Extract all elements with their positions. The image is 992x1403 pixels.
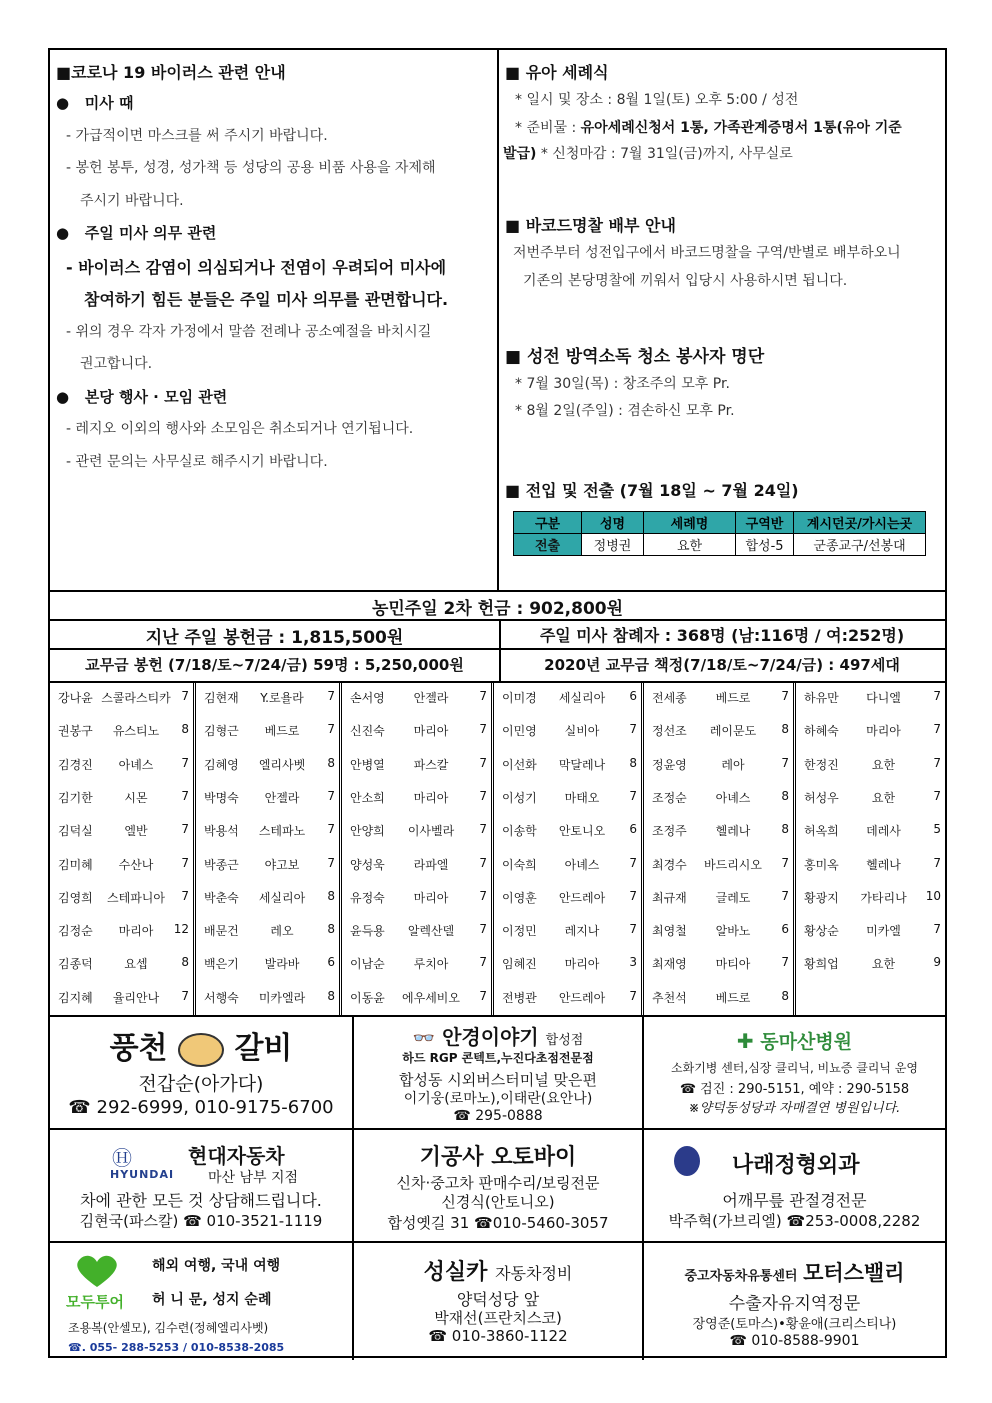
donor-baptismal-name: 라파엘: [413, 857, 449, 872]
ad-phone: ☎ 010-3860-1122: [428, 1327, 568, 1345]
donor-name: 손서영: [350, 691, 385, 705]
ad-motors-valley: [644, 1243, 945, 1360]
ad-pungcheon-galbi: [50, 1017, 354, 1130]
donor-count: 7: [933, 755, 941, 770]
donor-baptismal-name: 다니엘: [866, 691, 901, 705]
baptism-line: 발급) * 신청마감 : 7월 31일(금)까지, 사무실로: [503, 146, 793, 162]
donor-column: [796, 683, 945, 1017]
donor-baptismal-name: 엘반: [124, 824, 148, 839]
donor-name: 김미혜: [58, 857, 93, 872]
ad-line: 차에 관한 모든 것 상담해드립니다.: [80, 1191, 322, 1210]
ad-line: 수출자유지역정문: [728, 1294, 861, 1314]
donor-name: 홍미옥: [804, 857, 839, 872]
donor-name: 허옥희: [804, 824, 839, 839]
donor-name: 안양희: [350, 824, 385, 839]
transfer-cell: 정병권: [582, 534, 644, 556]
event-line: - 레지오 이외의 행사와 소모임은 취소되거나 연기됩니다.: [66, 421, 414, 437]
donor-count: 7: [781, 888, 789, 903]
donor-baptismal-name: 유스티노: [112, 724, 160, 739]
donor-count: 8: [327, 755, 335, 770]
transfer-table: [513, 511, 926, 556]
ad-phone: ☎. 055- 288-5253 / 010-8538-2085: [68, 1341, 285, 1354]
donor-baptismal-name: 스테파니아: [107, 890, 165, 905]
donor-baptismal-name: 알렉산델: [407, 924, 455, 939]
chef-icon: [178, 1033, 224, 1067]
donor-baptismal-name: 가타리나: [860, 890, 907, 905]
transfer-header: 세례명: [644, 512, 736, 534]
donor-baptismal-name: 글레도: [715, 890, 751, 905]
donor-column: [342, 683, 494, 1017]
donor-name: 백은기: [204, 957, 239, 972]
donor-count: 7: [629, 922, 637, 937]
donor-baptismal-name: 막달레나: [558, 757, 606, 772]
ad-narae-orthopedics: [644, 1130, 945, 1243]
donor-name: 박춘숙: [204, 890, 239, 905]
donor-name: 김종덕: [58, 957, 93, 972]
donor-baptismal-name: 야고보: [264, 857, 300, 872]
donor-count: 7: [933, 788, 941, 803]
baptism-line: * 일시 및 장소 : 8월 1일(토) 오후 5:00 / 성전: [515, 92, 799, 108]
donor-count: 7: [479, 922, 487, 937]
donor-baptismal-name: 알바노: [715, 924, 751, 939]
donor-name: 양성욱: [350, 857, 385, 872]
donor-count: 8: [781, 988, 789, 1003]
donor-name: 추천석: [652, 990, 687, 1005]
baptism-title: ■ 유아 세례식: [505, 63, 609, 82]
donor-baptismal-name: 엘리사벳: [258, 757, 306, 772]
donor-baptismal-name: 루치아: [413, 957, 449, 972]
donor-baptismal-name: 안토니오: [558, 824, 606, 839]
donor-baptismal-name: 마티아: [715, 957, 751, 972]
advertisements: [50, 1015, 945, 1358]
donor-count: 7: [181, 888, 189, 903]
ad-title: 나래정형외과: [732, 1153, 860, 1178]
donor-name: 김지혜: [58, 990, 93, 1005]
donor-baptismal-name: 시몬: [124, 790, 148, 805]
glasses-icon: 👓: [412, 1028, 436, 1049]
donor-name: 김현재: [204, 691, 239, 705]
donor-name: 하혜숙: [804, 724, 839, 739]
donor-name: 박종근: [204, 857, 239, 872]
donor-baptismal-name: 마리아: [866, 724, 901, 739]
donor-baptismal-name: 바드리시오: [704, 857, 762, 872]
donor-baptismal-name: 베드로: [715, 990, 751, 1005]
donor-count: 5: [933, 822, 941, 837]
transfer-header: 구분: [514, 512, 582, 534]
donor-name: 최규재: [652, 890, 687, 905]
donor-name: 안병열: [350, 757, 385, 772]
donor-baptismal-name: 마리아: [413, 724, 449, 739]
ad-phone: ☎ 010-8588-9901: [729, 1333, 860, 1349]
donor-baptismal-name: 요한: [871, 757, 896, 772]
donor-baptismal-name: 안젤라: [264, 790, 300, 805]
donor-baptismal-name: 레오: [270, 924, 294, 939]
donor-baptismal-name: 실비아: [564, 724, 600, 739]
donor-count: 7: [629, 855, 637, 870]
donor-count: 7: [181, 755, 189, 770]
donor-name: 이숙희: [502, 857, 537, 872]
donor-count: 7: [781, 755, 789, 770]
donor-count: 8: [629, 755, 637, 770]
ad-line: 어깨무릎 관절경전문: [722, 1191, 867, 1210]
donor-name: 최영철: [652, 924, 687, 939]
donor-baptismal-name: 레지나: [564, 924, 600, 939]
donor-count: 7: [181, 822, 189, 837]
donor-name: 이민영: [502, 724, 537, 739]
ad-hyundai: [50, 1130, 354, 1243]
cross-icon: ✚: [736, 1029, 754, 1053]
donor-count: 7: [479, 888, 487, 903]
duty-heading: ● 주일 미사 의무 관련: [56, 224, 217, 242]
donor-baptismal-name: 마태오: [564, 790, 600, 805]
donor-name: 이남순: [350, 957, 385, 972]
donor-baptismal-name: 율리안나: [112, 990, 160, 1005]
event-line: - 관련 문의는 사무실로 해주시기 바랍니다.: [66, 454, 328, 470]
divider: [50, 648, 945, 650]
donor-baptismal-name: Y.로욜라: [260, 691, 304, 705]
right-notices: [499, 50, 945, 590]
donor-count: 7: [479, 988, 487, 1003]
donor-baptismal-name: 요한: [871, 790, 896, 805]
ad-phone: 김현국(파스칼) ☎ 010-3521-1119: [79, 1212, 323, 1230]
donor-name: 이미경: [502, 691, 537, 705]
transfer-cell: 요한: [644, 534, 736, 556]
transfer-header: 계시던곳/가시는곳: [794, 512, 926, 534]
donor-name: 윤득용: [350, 924, 385, 939]
ad-dongmasan-hospital: [644, 1017, 945, 1130]
ad-line: 박재선(프란치스코): [434, 1309, 562, 1327]
donor-name: 조정순: [652, 790, 687, 805]
donor-count: 6: [629, 822, 637, 837]
donor-count: 9: [933, 955, 941, 970]
duty-fee-plan: 2020년 교무금 책정(7/18/토~7/24/금) : 497세대: [544, 656, 900, 674]
donor-baptismal-name: 파스칼: [413, 757, 449, 772]
ad-line: 장영준(토마스)•황윤애(크리스티나): [692, 1317, 897, 1332]
donor-column: [50, 683, 196, 1017]
ad-title: 중고자동차유통센터 모터스밸리: [684, 1261, 905, 1285]
donor-baptismal-name: 베드로: [264, 724, 300, 739]
donor-baptismal-name: 요한: [871, 957, 896, 972]
transfer-cell: 전출: [514, 534, 582, 556]
donor-count: 7: [327, 788, 335, 803]
ad-sungsil-car: [354, 1243, 644, 1360]
ad-line: 신차·중고차 판매수리/보링전문: [396, 1174, 600, 1192]
donor-count: 7: [181, 855, 189, 870]
donor-name: 배문건: [204, 924, 239, 939]
donor-count: 7: [327, 855, 335, 870]
donor-baptismal-name: 마리아: [118, 924, 154, 939]
donor-column: [644, 683, 796, 1017]
donor-count: 8: [781, 822, 789, 837]
transfer-title: ■ 전입 및 전출 (7월 18일 ~ 7월 24일): [505, 481, 799, 500]
donor-count: 3: [629, 955, 637, 970]
donor-name: 김기한: [58, 790, 93, 805]
donor-baptismal-name: 헬레나: [715, 824, 751, 839]
donor-count: 7: [933, 722, 941, 737]
donor-column: [494, 683, 644, 1017]
ad-line: 이기웅(로마노),이태란(요안나): [403, 1091, 593, 1107]
heart-logo-icon: [72, 1253, 122, 1289]
duty-line: 권고합니다.: [80, 356, 153, 372]
donor-name: 이영훈: [502, 890, 537, 905]
donor-name: 하유만: [804, 691, 839, 705]
ad-phone: 합성옛길 31 ☎010-5460-3057: [387, 1214, 609, 1232]
ad-phone: ☎ 검진 : 290-5151, 예약 : 290-5158: [679, 1082, 910, 1097]
ad-phone: ☎ 292-6999, 010-9175-6700: [68, 1097, 334, 1118]
donor-baptismal-name: 베드로: [715, 691, 751, 705]
donor-baptismal-name: 아녜스: [715, 790, 751, 805]
donor-name: 황희업: [804, 957, 839, 972]
donor-name: 김덕실: [58, 824, 93, 839]
donor-name: 권봉구: [58, 724, 93, 739]
barcode-line: 기존의 본당명찰에 끼워서 입당시 사용하시면 됩니다.: [523, 273, 848, 289]
donor-name: 전세종: [652, 691, 687, 705]
donor-name: 최재영: [652, 957, 687, 972]
donor-count: 7: [479, 822, 487, 837]
ad-motorcycle: [354, 1130, 644, 1243]
donor-count: 7: [781, 855, 789, 870]
donor-name: 김정순: [58, 924, 93, 939]
donor-baptismal-name: 스테파노: [258, 824, 306, 839]
donor-name: 신진숙: [350, 724, 385, 739]
transfer-cell: 군종교구/선봉대: [794, 534, 926, 556]
transfer-header: 성명: [582, 512, 644, 534]
donor-name: 조정주: [652, 824, 687, 839]
donor-name: 안소희: [350, 790, 385, 805]
duty-strong: - 바이러스 감염이 의심되거나 전염이 우려되어 미사에: [66, 258, 447, 277]
ad-line: 신경식(안토니오): [441, 1193, 555, 1211]
donor-count: 7: [933, 689, 941, 703]
cleaning-line: * 7월 30일(목) : 창조주의 모후 Pr.: [515, 376, 730, 392]
farmers-offering: 농민주일 2차 헌금 : 902,800원: [371, 599, 624, 619]
donor-count: 7: [181, 988, 189, 1003]
donor-count: 12: [173, 922, 189, 937]
donor-count: 6: [327, 955, 335, 970]
donor-count: 7: [629, 888, 637, 903]
ad-line: 조용복(안셀모), 김수련(정혜엘리사벳): [68, 1321, 269, 1335]
ad-line: 소화기병 센터,심장 클리닉, 비뇨증 클리닉 운영: [671, 1061, 918, 1075]
transfer-header-row: [514, 512, 926, 534]
corona-title: ■코로나 19 바이러스 관련 안내: [56, 63, 286, 82]
donor-column: [196, 683, 342, 1017]
donor-baptismal-name: 헬레나: [866, 857, 901, 872]
ad-title: 풍천 갈비: [109, 1031, 293, 1066]
donor-name: 이송학: [502, 824, 537, 839]
ad-line: 양덕성당 앞: [456, 1290, 540, 1309]
ad-line: 전갑순(아가다): [138, 1073, 264, 1095]
donor-name: 유정숙: [350, 890, 385, 905]
donor-name: 이정민: [502, 924, 537, 939]
donor-baptismal-name: 이사벨라: [407, 824, 455, 839]
ad-title: 현대자동차: [188, 1144, 285, 1168]
ad-phone: 박주혁(가브리엘) ☎253-0008,2282: [668, 1212, 921, 1230]
divider: [50, 619, 945, 621]
ad-line: ※양덕동성당과 자매결연 병원입니다.: [688, 1101, 901, 1116]
ad-line: 허 니 문, 성지 순례: [152, 1292, 272, 1308]
divider: [50, 590, 945, 592]
donor-baptismal-name: 미카엘라: [258, 990, 306, 1005]
donor-baptismal-name: 미카엘: [866, 924, 901, 939]
barcode-line: 저번주부터 성전입구에서 바코드명찰을 구역/반별로 배부하오니: [513, 245, 901, 261]
donor-baptismal-name: 데레사: [866, 824, 901, 839]
mass-line: 주시기 바랍니다.: [80, 193, 184, 209]
donor-name: 박명숙: [204, 790, 239, 805]
donor-count: 7: [629, 722, 637, 737]
cleaning-line: * 8월 2일(주일) : 겸손하신 모후 Pr.: [515, 403, 735, 419]
donor-count: 7: [629, 988, 637, 1003]
cleaning-title: ■ 성전 방역소독 청소 봉사자 명단: [505, 347, 765, 367]
donor-count: 7: [933, 922, 941, 937]
ad-phone: ☎ 295-0888: [453, 1108, 543, 1124]
donor-count: 6: [629, 689, 637, 703]
donor-count: 7: [933, 855, 941, 870]
donor-name: 김혜영: [204, 757, 239, 772]
ad-line: 하드 RGP 콘텍트,누진다초점전문점: [402, 1051, 594, 1065]
donor-baptismal-name: 에우세비오: [402, 990, 460, 1005]
corona-notice: [50, 50, 499, 590]
attendance: 주일 미사 참례자 : 368명 (남:116명 / 여:252명): [539, 626, 905, 645]
offering-total: 지난 주일 봉헌금 : 1,815,500원: [145, 628, 404, 648]
barcode-title: ■ 바코드명찰 배부 안내: [505, 216, 676, 235]
donor-name: 정윤영: [652, 757, 687, 772]
donor-count: 7: [181, 689, 189, 703]
ad-modetour: [50, 1243, 354, 1360]
donor-baptismal-name: 마리아: [413, 790, 449, 805]
ad-line: 마산 남부 지점: [208, 1170, 299, 1186]
donor-count: 7: [479, 722, 487, 737]
donor-count: 7: [479, 788, 487, 803]
mass-line: - 봉헌 봉투, 성경, 성가책 등 성당의 공용 비품 사용을 자제해: [66, 160, 436, 176]
donor-count: 8: [327, 988, 335, 1003]
donor-baptismal-name: 레아: [721, 757, 745, 772]
donor-count: 7: [327, 722, 335, 737]
donor-name: 김경진: [58, 757, 93, 772]
donor-name: 이선화: [502, 757, 537, 772]
donor-baptismal-name: 레이문도: [709, 724, 757, 739]
donor-count: 8: [781, 722, 789, 737]
donor-name: 박용석: [204, 824, 239, 839]
donor-name: 김영희: [58, 890, 93, 905]
donor-name: 서행숙: [204, 990, 239, 1005]
donor-name: 강나윤: [58, 691, 93, 705]
donor-baptismal-name: 아녜스: [118, 757, 154, 772]
donor-name: 한정진: [804, 757, 839, 772]
donor-name: 김형근: [204, 724, 239, 739]
donor-count: 7: [327, 689, 335, 703]
donor-baptismal-name: 아녜스: [564, 857, 600, 872]
donor-baptismal-name: 스콜라스티카: [101, 691, 171, 705]
donor-count: 8: [781, 788, 789, 803]
ad-title: 성실카 자동차정비: [423, 1260, 573, 1285]
donor-count: 6: [781, 922, 789, 937]
transfer-cell: 합성-5: [736, 534, 794, 556]
donor-count: 8: [327, 922, 335, 937]
donor-count: 7: [479, 855, 487, 870]
donor-baptismal-name: 세실리아: [258, 890, 306, 905]
donor-count: 7: [479, 689, 487, 703]
donor-name: 이동윤: [350, 990, 385, 1005]
duty-strong: 참여하기 힘든 분들은 주일 미사 의무를 관면합니다.: [84, 290, 449, 309]
event-heading: ● 본당 행사 · 모임 관련: [56, 388, 228, 406]
donor-name: 황상순: [804, 924, 839, 939]
ad-brand: 모두투어: [66, 1293, 124, 1311]
donor-baptismal-name: 안젤라: [413, 691, 449, 705]
ad-line: 합성동 시외버스터미널 맞은편: [399, 1071, 597, 1089]
hyundai-brand: HYUNDAI: [110, 1168, 175, 1181]
donor-grid: [50, 681, 945, 1015]
donor-count: 7: [479, 755, 487, 770]
donor-count: 7: [479, 955, 487, 970]
donor-name: 황광지: [804, 890, 839, 905]
donor-name: 최경수: [652, 857, 687, 872]
donor-baptismal-name: 마리아: [564, 957, 600, 972]
mass-heading: ● 미사 때: [56, 94, 134, 112]
ad-title: 기공사 오토바이: [419, 1145, 577, 1170]
ad-glasses-story: [354, 1017, 644, 1130]
donor-baptismal-name: 발라바: [264, 957, 300, 972]
donor-count: 7: [781, 689, 789, 703]
ad-title: ✚ 동마산병원: [736, 1029, 853, 1053]
donor-baptismal-name: 안드레아: [558, 890, 606, 905]
mass-line: - 가급적이면 마스크를 써 주시기 바랍니다.: [66, 128, 328, 144]
donor-count: 7: [327, 822, 335, 837]
donor-name: 정선조: [652, 724, 687, 739]
donor-count: 10: [925, 888, 941, 903]
donor-count: 7: [181, 788, 189, 803]
baptism-line: * 준비물 : 유아세례신청서 1통, 가족관계증명서 1통(유아 기준: [515, 120, 902, 136]
ad-line: 해외 여행, 국내 여행: [152, 1258, 281, 1274]
duty-fee-offering: 교무금 봉헌 (7/18/토~7/24/금) 59명 : 5,250,000원: [85, 656, 464, 674]
donor-baptismal-name: 요셉: [124, 957, 148, 972]
transfer-header: 구역반: [736, 512, 794, 534]
donor-name: 허성우: [804, 790, 839, 805]
donor-name: 전병관: [502, 990, 537, 1005]
donor-count: 7: [781, 955, 789, 970]
mascot-icon: [674, 1146, 700, 1176]
transfer-row: [514, 534, 926, 556]
donor-name: 임혜진: [502, 957, 537, 972]
donor-baptismal-name: 수산나: [118, 857, 154, 872]
ad-title: 👓 안경이야기 합성점: [412, 1025, 584, 1049]
donor-count: 7: [629, 788, 637, 803]
donor-baptismal-name: 안드레아: [558, 990, 606, 1005]
hyundai-logo-icon: Ⓗ: [112, 1146, 132, 1170]
donor-name: 이성기: [502, 790, 537, 805]
bulletin-page: [48, 48, 947, 1358]
donor-count: 8: [181, 955, 189, 970]
donor-count: 8: [181, 722, 189, 737]
donor-baptismal-name: 마리아: [413, 890, 449, 905]
duty-line: - 위의 경우 각자 가정에서 말씀 전례나 공소예절을 바치시길: [66, 324, 432, 340]
donor-baptismal-name: 세실리아: [558, 691, 606, 705]
donor-count: 8: [327, 888, 335, 903]
